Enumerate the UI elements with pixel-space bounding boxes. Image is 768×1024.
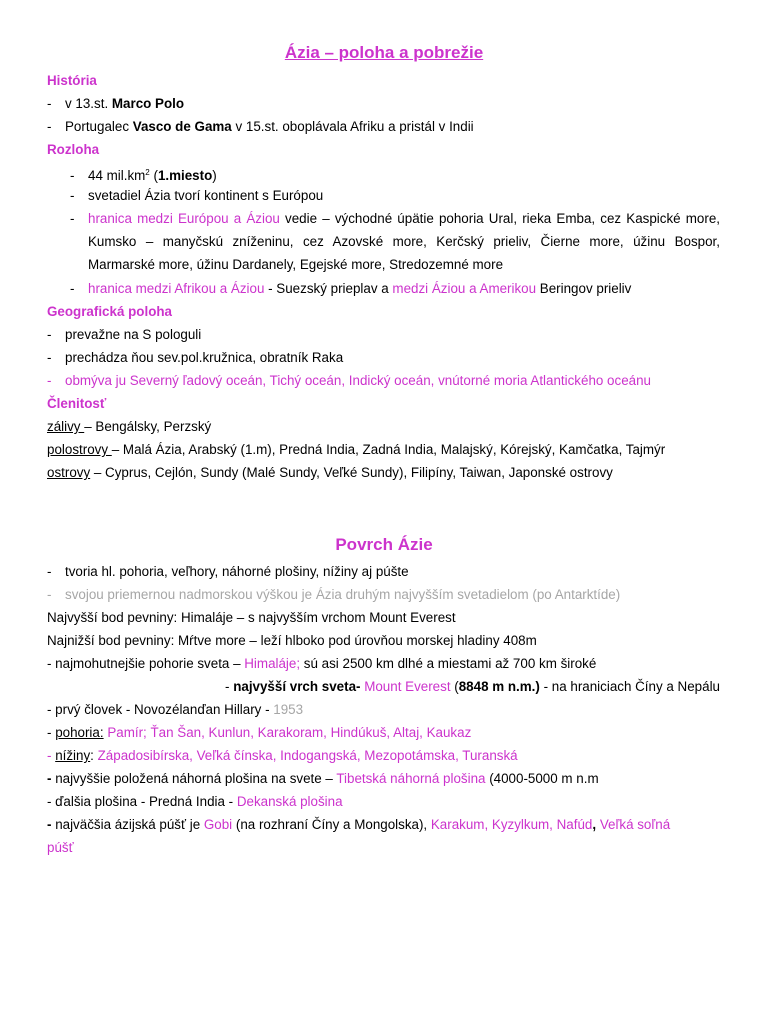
deccan-line: - ďalšia plošina - Predná India - Dekanská plošina bbox=[47, 794, 343, 809]
section-title-povrch: Povrch Ázie bbox=[335, 535, 433, 554]
first-climber-line: - prvý človek - Novozélanďan Hillary - 1953 bbox=[47, 702, 304, 717]
list-item: - tvoria hl. pohoria, veľhory, náhorné plošiny, nížiny aj púšte bbox=[47, 564, 409, 579]
zalivy-line: zálivy – Bengálsky, Perzský bbox=[47, 419, 212, 434]
deserts-line: - najväčšia ázijská púšť je Gobi (na rozhraní Číny a Mongolska), Karakum, Kyzylkum, Nafúd, Veľká soľná bbox=[47, 817, 671, 832]
list-item-border-europe-asia: hranica medzi Európou a Áziou vedie – východné úpätie pohoria Ural, rieka Emba, cez Kaspické more, Kumsko – manyčskú zníženinu, cez Azovské more, Kerčský prieliv, Čierne more, úžinu Bospor, Marmarské more, úžinu Dardanely, Egejské more, Stredozemné more bbox=[88, 211, 721, 272]
highest-point-line: Najvyšší bod pevniny: Himaláje – s najvyšším vrchom Mount Everest bbox=[47, 610, 456, 625]
ranges-line: - pohoria: Pamír; Ťan Šan, Kunlun, Karakoram, Hindúkuš, Altaj, Kaukaz bbox=[47, 725, 472, 740]
highest-peak-line: - najvyšší vrch sveta- Mount Everest (8848 m n.m.) - na hraniciach Číny a Nepálu bbox=[225, 679, 720, 694]
page-title: Ázia – poloha a pobrežie bbox=[284, 43, 484, 62]
heading-clenitost: Členitosť bbox=[47, 396, 107, 411]
list-item: - obmýva ju Severný ľadový oceán, Tichý oceán, Indický oceán, vnútorné moria Atlantického oceánu bbox=[47, 373, 651, 388]
mountains-line: - najmohutnejšie pohorie sveta – Himaláje; sú asi 2500 km dlhé a miestami až 700 km široké bbox=[47, 656, 597, 671]
heading-historia: História bbox=[47, 73, 97, 88]
list-dash: - bbox=[70, 211, 75, 226]
lowest-point-line: Najnižší bod pevniny: Mŕtve more – leží hlboko pod úrovňou morskej hladiny 408m bbox=[47, 633, 537, 648]
list-item: - svojou priemernou nadmorskou výškou je Ázia druhým najvyšším svetadielom (po Antarktíde) bbox=[47, 587, 621, 602]
list-item: - 44 $mil.km^2$ (1.miesto) bbox=[70, 168, 217, 183]
list-item: - hranica medzi Afrikou a Áziou - Suezský prieplav a medzi Áziou a Amerikou Beringov prieliv bbox=[70, 281, 632, 296]
list-item: - prechádza ňou sev.pol.kružnica, obratník Raka bbox=[47, 350, 344, 365]
list-item: - v 13.st. Marco Polo bbox=[47, 96, 185, 111]
polostrovy-line: polostrovy – Malá Ázia, Arabský (1.m), Predná India, Zadná India, Malajský, Kórejský, Kamčatka, Tajmýr bbox=[47, 442, 666, 457]
list-item: - prevažne na S pologuli bbox=[47, 327, 202, 342]
lowlands-line: - nížiny: Západosibírska, Veľká čínska, Indogangská, Mezopotámska, Turanská bbox=[47, 748, 518, 763]
deserts-line-cont: púšť bbox=[47, 840, 74, 855]
list-item: - Portugalec Vasco de Gama v 15.st. oboplávala Afriku a pristál v Indii bbox=[47, 119, 474, 134]
list-item: - svetadiel Ázia tvorí kontinent s Európou bbox=[70, 188, 324, 203]
plateau-line: - najvyššie položená náhorná plošina na svete – Tibetská náhorná plošina (4000-5000 m n.m bbox=[47, 771, 599, 786]
heading-rozloha: Rozloha bbox=[47, 142, 100, 157]
ostrovy-line: ostrovy – Cyprus, Cejlón, Sundy (Malé Sundy, Veľké Sundy), Filipíny, Taiwan, Japonské ostrovy bbox=[47, 465, 613, 480]
heading-geograficka-poloha: Geografická poloha bbox=[47, 304, 173, 319]
